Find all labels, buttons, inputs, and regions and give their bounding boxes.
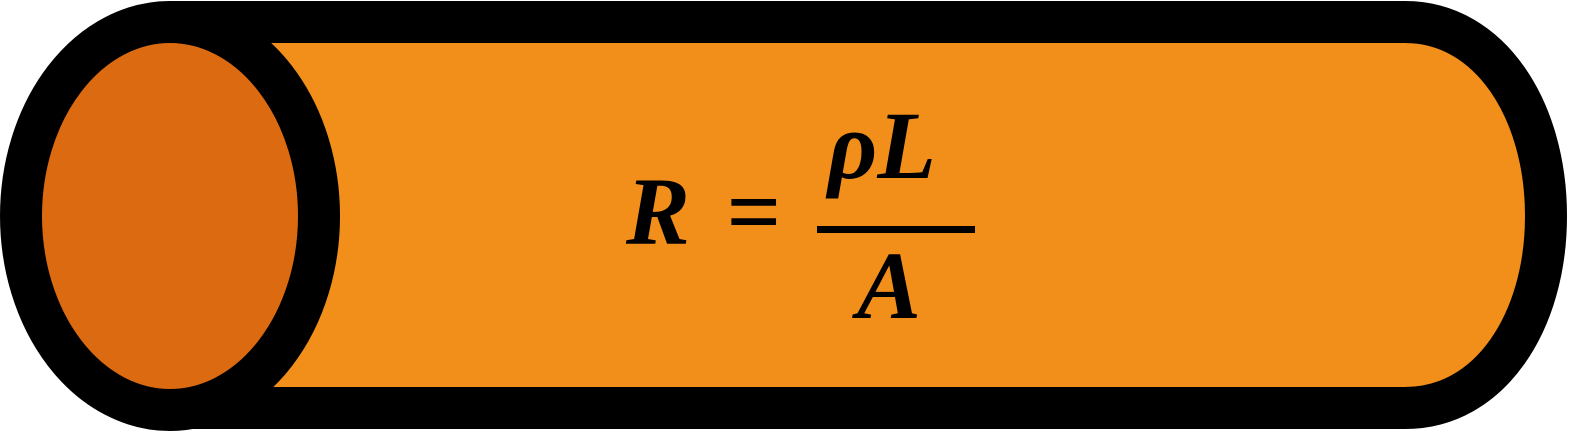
formula-numerator: ρL bbox=[827, 92, 937, 199]
cylinder-end-face bbox=[21, 22, 319, 410]
formula-lhs: R bbox=[625, 158, 691, 265]
cylinder-body bbox=[170, 22, 1546, 408]
formula-denominator: A bbox=[856, 232, 922, 339]
formula-equals: = bbox=[726, 158, 782, 265]
